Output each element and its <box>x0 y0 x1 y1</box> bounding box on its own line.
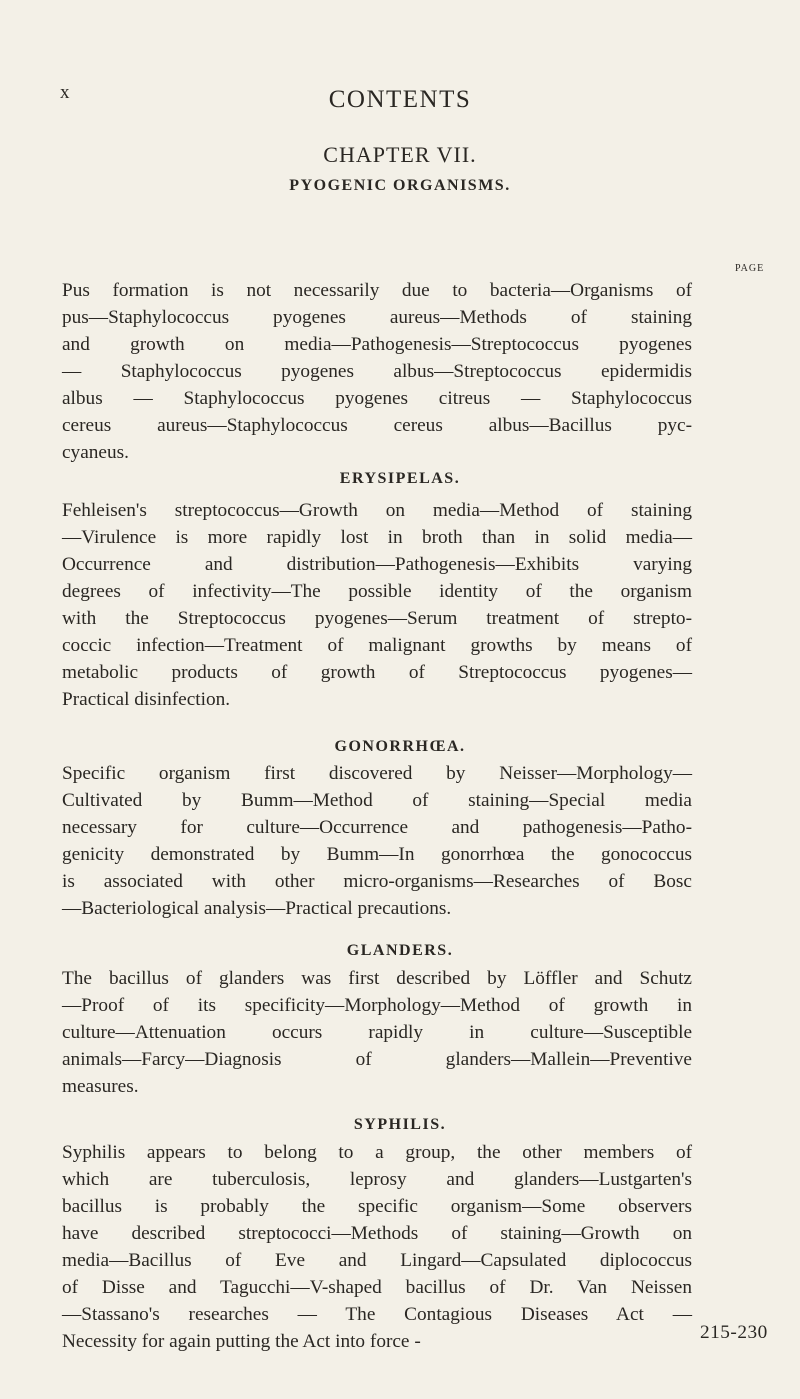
page-range: 215-230 <box>700 1322 768 1343</box>
page-number: x <box>60 82 70 103</box>
text-line: metabolic products of growth of Streptococcus pyogenes— <box>62 662 692 683</box>
text-line: is associated with other micro-organisms—Researches of Bosc <box>62 871 692 892</box>
text-line: genicity demonstrated by Bumm—In gonorrhœa the gonococcus <box>62 844 692 865</box>
text-line: —Virulence is more rapidly lost in broth than in solid media— <box>62 527 692 548</box>
text-line: cereus aureus—Staphylococcus cereus albus—Bacillus pyc- <box>62 415 692 436</box>
text-line: animals—Farcy—Diagnosis of glanders—Mallein—Preventive <box>62 1049 692 1070</box>
text-line: Cultivated by Bumm—Method of staining—Special media <box>62 790 692 811</box>
text-line: — Staphylococcus pyogenes albus—Streptococcus epidermidis <box>62 361 692 382</box>
chapter-heading: CHAPTER VII. <box>323 142 477 167</box>
text-line: degrees of infectivity—The possible identity of the organism <box>62 581 692 602</box>
text-line: The bacillus of glanders was first described by Löffler and Schutz <box>62 968 692 989</box>
section-body-syphilis <box>62 1139 692 1355</box>
text-line: —Bacteriological analysis—Practical precautions. <box>62 898 452 919</box>
text-line: Pus formation is not necessarily due to bacteria—Organisms of <box>62 280 692 301</box>
text-line: Syphilis appears to belong to a group, the other members of <box>62 1142 692 1163</box>
section-title-gonorrhoea: GONORRHŒA. <box>334 738 466 755</box>
section-body-erysipelas <box>62 497 692 713</box>
text-line: albus — Staphylococcus pyogenes citreus — Staphylococcus <box>62 388 692 409</box>
section-body-pyogenic <box>62 277 692 466</box>
text-line: Practical disinfection. <box>62 689 231 710</box>
text-line: pus—Staphylococcus pyogenes aureus—Methods of staining <box>62 307 692 328</box>
text-line: culture—Attenuation occurs rapidly in culture—Susceptible <box>62 1022 692 1043</box>
text-line: Necessity for again putting the Act into force - <box>62 1331 421 1352</box>
text-line: cyaneus. <box>62 442 129 463</box>
page-column-label: PAGE <box>735 263 765 274</box>
text-line: measures. <box>62 1076 139 1097</box>
text-line: which are tuberculosis, leprosy and glanders—Lustgarten's <box>62 1169 692 1190</box>
text-line: with the Streptococcus pyogenes—Serum treatment of strepto- <box>62 608 692 629</box>
section-title-glanders: GLANDERS. <box>346 942 454 959</box>
text-line: have described streptococci—Methods of staining—Growth on <box>62 1223 692 1244</box>
text-line: Fehleisen's streptococcus—Growth on media—Method of staining <box>62 500 692 521</box>
section-body-glanders <box>62 965 692 1100</box>
section-title-erysipelas: ERYSIPELAS. <box>339 470 461 487</box>
section-title-pyogenic: PYOGENIC ORGANISMS. <box>289 177 511 194</box>
text-line: bacillus is probably the specific organism—Some observers <box>62 1196 692 1217</box>
text-line: Occurrence and distribution—Pathogenesis—Exhibits varying <box>62 554 692 575</box>
section-title-syphilis: SYPHILIS. <box>353 1116 447 1133</box>
text-line: —Proof of its specificity—Morphology—Method of growth in <box>62 995 692 1016</box>
text-line: Specific organism first discovered by Neisser—Morphology— <box>62 763 692 784</box>
text-line: media—Bacillus of Eve and Lingard—Capsulated diplococcus <box>62 1250 692 1271</box>
text-line: necessary for culture—Occurrence and pathogenesis—Patho- <box>62 817 692 838</box>
running-head: CONTENTS <box>328 86 472 113</box>
text-line: —Stassano's researches — The Contagious Diseases Act — <box>62 1304 692 1325</box>
text-line: and growth on media—Pathogenesis—Streptococcus pyogenes <box>62 334 692 355</box>
text-line: coccic infection—Treatment of malignant growths by means of <box>62 635 692 656</box>
section-body-gonorrhoea <box>62 760 692 922</box>
text-line: of Disse and Tagucchi—V-shaped bacillus of Dr. Van Neissen <box>62 1277 692 1298</box>
